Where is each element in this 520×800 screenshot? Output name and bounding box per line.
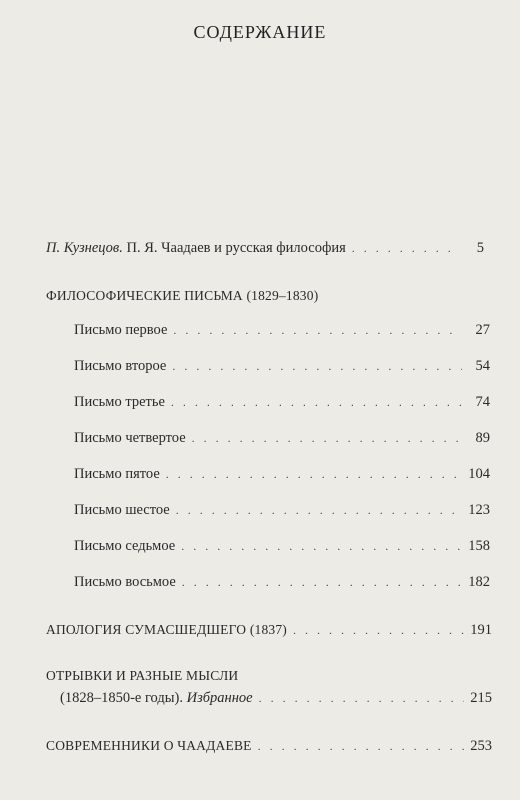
page-number: 104: [468, 466, 490, 482]
dot-leader: [173, 323, 462, 338]
toc-entry-label: Письмо восьмое: [74, 574, 176, 590]
dot-leader: [166, 467, 462, 482]
toc-entry-letter-8: [74, 574, 490, 591]
section-heading-letters: ФИЛОСОФИЧЕСКИЕ ПИСЬМА (1829–1830): [46, 288, 319, 303]
toc-entry-letter-4: [74, 430, 490, 447]
toc-entry-letter-1: [74, 322, 490, 339]
toc-entry-label: Письмо первое: [74, 322, 168, 338]
dot-leader: [181, 539, 462, 554]
toc-entry-letter-7: [74, 538, 490, 555]
page-number: 182: [468, 574, 490, 590]
toc-entry-letter-5: [74, 466, 490, 483]
fragments-selected: Избранное: [186, 690, 253, 706]
dot-leader: [176, 503, 462, 518]
toc-entry-letter-3: [74, 394, 490, 411]
page-number: 253: [470, 738, 492, 754]
toc-entry-letter-6: [74, 502, 490, 519]
dot-leader: [171, 395, 462, 410]
page-number: 215: [470, 690, 492, 706]
dot-leader: [192, 431, 462, 446]
fragments-years: (1828–1850-е годы).: [60, 690, 183, 706]
page-number: 123: [468, 502, 490, 518]
dot-leader: [293, 623, 464, 638]
toc-entry-intro: [46, 240, 484, 257]
toc-entry-label: Письмо второе: [74, 358, 167, 374]
page-title: СОДЕРЖАНИЕ: [193, 22, 327, 42]
toc-entry-label: Письмо седьмое: [74, 538, 176, 554]
toc-entry-label: СОВРЕМЕННИКИ О ЧААДАЕВЕ: [46, 738, 252, 753]
page-number: 54: [475, 358, 490, 374]
page-number: 5: [476, 240, 484, 256]
dot-leader: [352, 241, 456, 256]
dot-leader: [182, 575, 462, 590]
page-number: 158: [468, 538, 490, 554]
toc-entry-label: Письмо третье: [74, 394, 165, 410]
page-number: 191: [470, 622, 492, 638]
section-heading-fragments: ОТРЫВКИ И РАЗНЫЕ МЫСЛИ: [46, 668, 239, 683]
author-name: П. Кузнецов.: [46, 240, 123, 256]
toc-entry-letter-2: [74, 358, 490, 375]
dot-leader: [259, 691, 464, 706]
dot-leader: [258, 739, 464, 754]
toc-entry-label: [46, 240, 346, 257]
page-number: 74: [475, 394, 490, 410]
toc-entry-fragments: [60, 690, 492, 707]
toc-entry-label: АПОЛОГИЯ СУМАСШЕДШЕГО (1837): [46, 622, 288, 637]
toc-entry-label: Письмо пятое: [74, 466, 160, 482]
intro-title: П. Я. Чаадаев и русская философия: [126, 240, 346, 256]
toc-entry-apology: [46, 622, 492, 639]
toc-entry-label: Письмо четвертое: [74, 430, 186, 446]
toc-entry-label: Письмо шестое: [74, 502, 170, 518]
page-number: 89: [475, 430, 490, 446]
toc-entry-contemporaries: [46, 738, 492, 755]
page-number: 27: [475, 322, 490, 338]
toc-entry-label: [60, 690, 253, 707]
dot-leader: [172, 359, 462, 374]
